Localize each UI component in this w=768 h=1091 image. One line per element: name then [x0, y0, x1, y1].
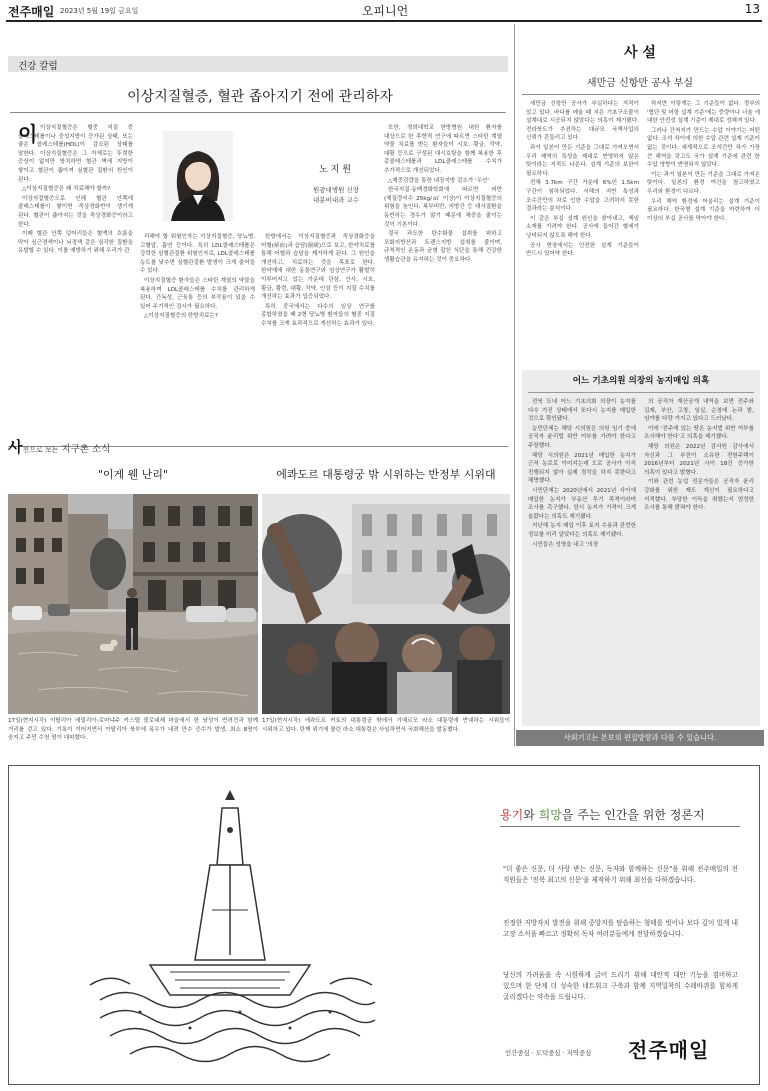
ad-slogan-and: 와 [523, 808, 539, 822]
col4-p3: 한국지질·동맥경화학회에 따르면 비만(체질량지수 25kg/㎡ 이상)이 이상지질혈증의 위험을 높인다. 복부비만, 지방간 등 대사질환을 동반하는 경우가 많기 때문에 체중을 줄이는 것이 기본이다. [384, 187, 502, 228]
photo-right-title: 에콰도르 대통령궁 밖 시위하는 반정부 시위대 [276, 468, 496, 481]
ed-col2-p2: 그러나 간척지가 만드는 수압 이야기는 어떤 없다. 조석 차이에 의한 수압 관련 설계 기준이 없는 것이다. 세계적으로 조석간만 차가 가장 큰 해역을 갖고도 국가 설계 기준에 관련 한 수압 영향이 반영되지 않았다. [647, 127, 760, 169]
ed-col1-p3: 전체 3.7km 구간 가운데 6%인 1.5km 구간이 침하되었다. 서해의 지반 특성과 조수간만의 차로 인한 수압을 고려하지 못한 결과라는 분석이다. [526, 180, 639, 213]
photo-left-caption: 17일(현지시각) 이탈리아 에밀리아-로마냐주 카스텔 볼로네제 마을에서 한 남성이 반려견과 함께 거리를 걷고 있다. 기록이 이어지면서 이탈리아 북부에 폭우가 내려 만수 증수가 발생, 최소 8명이 숨지고 주민 수천 명이 대피했다. [8, 718, 258, 742]
photo-news-header-rest: 지구촌 소식 [61, 444, 111, 455]
author-affiliation-1: 원광대병원 신장 [312, 186, 360, 194]
col4-p2: △체중감량을 통한 내장지방 감소가 '우선' [388, 177, 489, 184]
eb-col1-p1: 전북 도내 어느 기초의회 의장이 농지를 다수 가진 상태에서 또다시 농지를 매입한 것으로 확인됐다. [528, 399, 636, 423]
col4-p4: 결국 과도한 탄수화물 섭취를 피하고 포화지방산과 트랜스지방 섭취를 줄이며, 규칙적인 운동과 균형 잡힌 식단을 통해 건강한 생활습관을 유지하는 것이 중요하다. [384, 231, 502, 263]
editorial-left-rule [514, 24, 515, 746]
author-affiliation-2: 내분비내과 교수 [312, 196, 360, 204]
eb-col2-p4: 이와 관련 농업 전문가들은 공직자 윤리 강화를 위한 제도 개선이 필요하다고 지적했다. 부당한 이득을 취했는지 엄정한 조사를 통해 밝혀야 한다. [644, 479, 754, 512]
ad-paragraph-3: 당신의 가려움을 속 시원하게 긁어 드리기 위해 대안적 대안 기능을 겸비하고 있으며 한 단계 더 성숙한 네트워크 구축과 함께 지역밀착의 수레바퀴를 힘차게 굴리겠다는 약속을 드립니다. [503, 971, 738, 1001]
ed-col2-p3: 이는 과거 일본이 만든 기준을 그대로 가져온 탓이다. 일본의 환경 여건을 참고하였고 우리와 환경이 다르다. [647, 171, 760, 195]
col2-p1: 리해야 할 위험인자는 이상지질혈증, 당뇨병, 고혈압, 흡연 등이다. 특히 LDL콜레스테롤은 강력한 심혈관질환 위험인자로, LDL콜레스테롤 농도를 낮추면 심혈관질환 발생이 크게 줄어들 수 있다. [140, 234, 255, 275]
editorial-title-rule [522, 94, 760, 95]
col1-p2: △이상지질혈증은 왜 치료해야 할까? [22, 186, 111, 193]
header-page-number: 13 [744, 2, 760, 16]
column-title-rule [10, 112, 506, 113]
eb-col1-p3: 해당 시의원은 2021년 매입한 농지가 근처 농로로 이어지는데 도로 공사가 아직 진행되지 않아 실제 경작을 하지 못한다고 해명했다. [528, 452, 636, 485]
edit-box-title: 어느 기초의원 의장의 농지매입 의혹 [572, 376, 710, 386]
header-section: 오피니언 [361, 4, 409, 18]
photo-right-caption: 17일(현지시각) 에콰도르 키토의 대통령궁 밖에서 기예르모 라소 대통령에 반대하는 시위들이 시위하고 있다. 탄핵 위기에 몰린 라소 대통령은 사임하면서 국회해산을 발동했다. [262, 718, 510, 733]
ad-paragraph-2: 진정한 지방자치 발전을 위해 중앙지를 탐습하는 형태를 벗어나 보다 깊이 있게 내 고장 소식을 빠르고 정확히 독자 여러분들에게 전달하겠습니다. [503, 919, 738, 938]
photo-news-header-big: 사 [8, 438, 23, 456]
ad-illustration [80, 790, 380, 1075]
column-tag: 건강 칼럼 [18, 61, 58, 72]
ed-col2-p4: 우리 해역 환경에 어울리는 설계 기준이 필요하다. 한국형 설계 기준을 마련하여 더 이상의 부실 공사를 막아야 한다. [647, 198, 760, 222]
author-name: 노 지 원 [319, 165, 351, 175]
editorial-label: 사 설 [624, 45, 656, 61]
protest-photo [262, 494, 510, 714]
eb-col1-p5: 지난해 농지 매입 이후 토지 수용과 관련한 정보를 미리 알았다는 의혹도 제기됐다. [528, 523, 636, 538]
ad-slogan-rest: 을 주는 인간을 위한 정론지 [561, 808, 705, 822]
ed-col1-p4: 이 같은 부실 설계 원인을 찾아내고, 책임 소재를 가려야 한다. 공사에 들어간 혈세가 낭비되지 않도록 해야 한다. [526, 215, 639, 239]
ed-col1-p1: 새만금 신항만 공사가 부실하다는 지적이 있고 있다. 바다를 메울 때 지은 기초구조물이 설계대로 시공되지 않았다는 의혹이 제기됐다. 전라북도가 추진하는 대규모 국책사업의 신뢰가 흔들리고 있다. [526, 101, 639, 142]
eb-col2-p3: 해당 의원은 2022년 감사원 감사에서 자신과 그 부친이 소유한 전원주택이 2016년부터 2021년 사이 18건 증가한 의혹이 있다고 밝혔다. [644, 443, 754, 476]
ad-paragraph-1: "더 좋은 신문, 더 사랑 받는 신문, 독자와 함께하는 신문"을 위해 전주매일의 전 직원들은 '전북 최고의 신문'을 제작하기 위해 최선을 다하겠습니다. [503, 865, 738, 884]
column-title: 이상지질혈증, 혈관 좁아지기 전에 관리하자 [127, 89, 393, 105]
ad-logo: 전주매일 [628, 1038, 710, 1062]
ed-col1-p5: 공사 현장에서는 안전한 설계 기준들이 반드시 있어야 한다. [526, 242, 639, 258]
column-tag-bar [8, 56, 508, 72]
col1-p4: 이때 혈관 안쪽 덩어리들은 혈액의 흐름을 막아 심근경색이나 뇌경색 같은 심각한 질환을 유발할 수 있다. 이를 예방하기 위해 우리가 관 [18, 231, 133, 255]
eb-col1-p6: 시민들은 성명을 내고 '의장 [532, 541, 599, 548]
eb-col2-p2: 이에 '전주에 있는 땅은 농지법 위반 여부를 조사해야 한다'고 의혹을 제기했다. [644, 425, 754, 441]
edit-box-rule [528, 392, 754, 393]
eb-col2-p1: 의 공직자 재산공개 내역을 보면 전주와 김제, 부안, 고창, 임실, 순창에 논과 밭, 임야를 다량 가지고 있다고 드러났다. [644, 399, 754, 423]
col4-p1: 또한, 경희대학교 한방병원 내원 환자를 대상으로 한 후향적 연구에 따르면 스타틴 계열 약물 치료를 받는 환자들이 시호, 황금, 작약, 대황 등으로 구성된 대시호탕을 함께 복용한 후 총콜레스테롤과 LDL콜레스테롤 수치가 추가적으로 개선되었다. [384, 125, 502, 174]
eb-col1-p2: 농민단체는 해당 시의원은 의원 임기 중에 공직자 윤리법 위반 여부를 가려야 한다고 주장했다. [528, 425, 636, 449]
eb-col1-p4: 시민단체는 2020년에서 2021년 사이에 매입한 농지가 부동산 투기 목적이라며 조사를 촉구했다. 당시 농지가 가격이 크게 올랐다는 의혹도 제기됐다. [528, 487, 636, 520]
col1-p1: 이상지질혈증은 혈중 지질 중 콜레스테롤이나 중성지방이 증가된 상태, 또는 좋은 콜레스테롤(HDL)이 감소된 상태를 말한다. 이상지질혈증은 그 자체로는 뚜렷한 증상이 없지만 방치하면 혈관 벽에 지방이 쌓이고 혈관이 좁아져 심혈관 질환의 원인이 된다. [18, 125, 133, 183]
column-text-col1 [18, 124, 133, 440]
editorial-text-col2 [647, 100, 760, 365]
edit-box-text-col1 [528, 398, 636, 720]
drop-cap: 이 [18, 122, 38, 146]
header-paper-name: 전주매일 [8, 5, 55, 19]
photo-news-header [8, 436, 110, 457]
ad-slogan-hope: 희망 [538, 808, 562, 822]
flood-photo [8, 494, 258, 714]
photo-news-header-small: 진으로 보는 [22, 446, 59, 454]
edit-box-text-col2 [644, 398, 754, 720]
column-text-col3 [261, 233, 375, 440]
header-rule [6, 20, 762, 22]
col2-p3: △이상지질혈증의 한방치료는? [144, 313, 218, 320]
ed-col2-p1: 하지만 이렇게는 그 기준들이 없다. 정부의 '협단 및 어항 설계 기준'에는 중량이나 너울 에 대한 안전성 설계 기준이 제대로 정해져 있다. [647, 101, 760, 125]
editorial-text-col1 [526, 100, 639, 365]
col1-p3: 이상지질혈증으로 인해 혈관 안쪽에 콜레스테롤이 쌓이면 죽상경화반이 생기게 된다. 혈관이 좁아지는 것을 죽상경화증이라고 한다. [18, 195, 133, 228]
column-text-col2 [140, 233, 255, 440]
col3-p1: 한방에서는 이상지질혈증과 죽상경화증을 어혈(瘀血)과 습담(濕痰)으로 보고, 한약치료를 통해 어혈과 습담을 제거하게 된다. 그 원인을 개선하고, 치료하는 것을 목표로 한다. 한약재에 대한 동물연구와 임상연구가 활발히 이루어지고 있는 가운데 단삼, 산사, 시호, 황금, 황련, 대황, 작약, 인삼 등이 지질 수치를 개선하는 효과가 입증되었다. [261, 234, 375, 301]
photo-left-title: "이게 웬 난리" [97, 468, 169, 481]
notice-text: 사외기고는 본보의 편집방향과 다를 수 있습니다. [563, 733, 717, 742]
header-date: 2023년 5월 19일 금요일 [60, 7, 139, 15]
col3-p2: 특히 중국에서는 다수의 임상 연구를 종합하였을 때 2형 당뇨병 환자들의 혈중 지질 수치를 크게 효과적으로 개선하는 효과가 있다. [261, 303, 375, 327]
ad-slogan-courage: 용기 [500, 808, 524, 822]
editorial-title: 새만금 신항만 공사 부실 [586, 78, 694, 89]
ad-slogan [500, 806, 740, 823]
ed-col1-p2: 과거 일본이 만든 기준을 그대로 가져오면서 우리 해역의 특성을 제대로 반영하지 않은 탓이라는 지적도 나온다. 설계 기준의 보완이 필요하다. [526, 144, 639, 177]
ad-slogan-rule [500, 826, 740, 827]
ad-footer-slogan: 인간중심 · 도덕중심 · 지역중심 [505, 1049, 592, 1057]
author-photo [163, 131, 233, 221]
col2-p2: 이상지질혈증 환자들은 스타틴 계열의 약물을 복용하며 LDL콜레스테롤 수치를 관리하게 된다. 간독성, 근육통 등의 부작용이 있을 수 있어 주기적인 검사가 필요하다. [140, 277, 255, 310]
column-text-col4 [384, 124, 502, 440]
